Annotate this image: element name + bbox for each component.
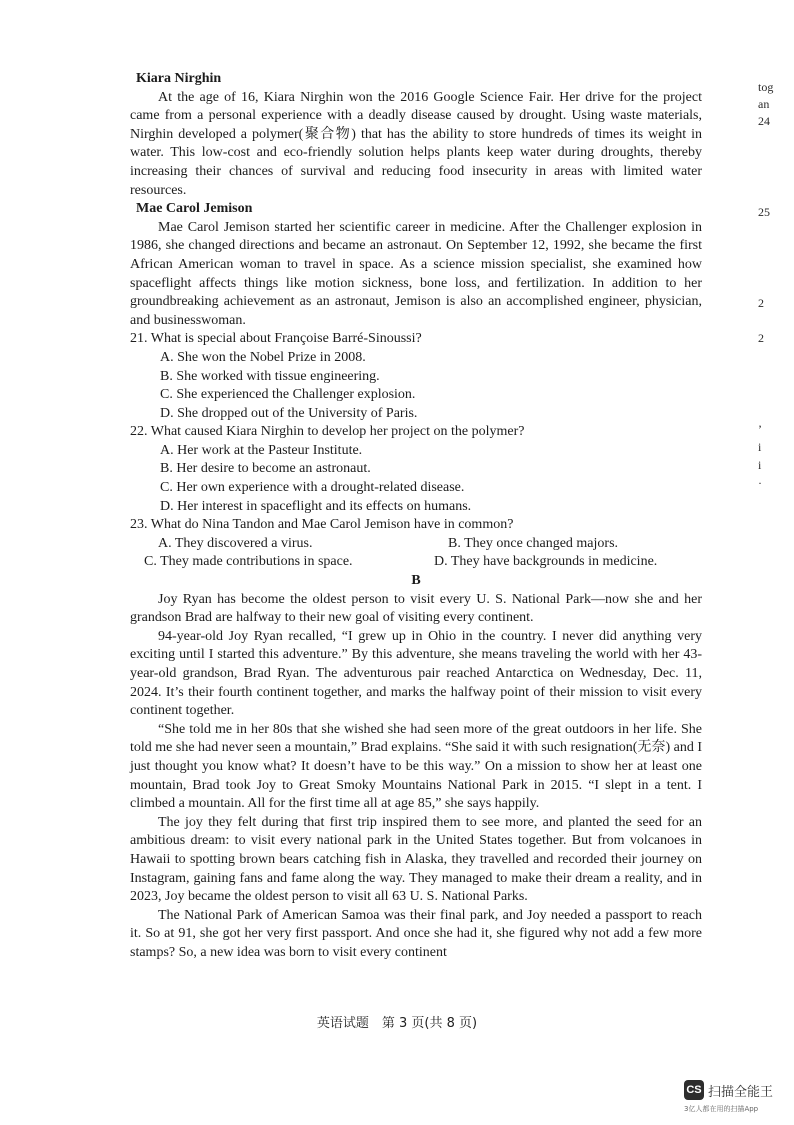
- margin-bleed-text: i: [758, 440, 762, 454]
- section-b-label: B: [411, 573, 421, 589]
- question-21: [130, 330, 702, 423]
- option-b: B. Her desire to become an astronaut.: [160, 461, 371, 477]
- option-a: A. She won the Nobel Prize in 2008.: [160, 349, 366, 365]
- option-c: C. She experienced the Challenger explosion.: [160, 387, 416, 403]
- camscanner-logo-icon: CS: [684, 1080, 704, 1100]
- options-row-1: [130, 535, 702, 554]
- passage-b-paragraph: The joy they felt during that first trip inspired them to see more, and planted the seed for an ambitious dream: to visit every national park in the United States together. But from volcanoes in Hawaii to spotting brown bears catching fish in Alaska, they travelled and recorded their journey on Instagram, gaining fans and fame along the way. They managed to make their dream a reality, and in 2023, Joy became the oldest person to visit all 63 U. S. National Parks.: [130, 814, 702, 905]
- option-a: A. They discovered a virus.: [158, 535, 313, 551]
- camscanner-tagline: 3亿人都在用的扫描App: [684, 1105, 759, 1113]
- margin-bleed-text: ·: [758, 476, 762, 490]
- main-text-column: [130, 70, 702, 963]
- question-stem: 21. What is special about Françoise Barré-Sinoussi?: [130, 331, 422, 347]
- margin-bleed-text: tog: [758, 80, 774, 94]
- kiara-paragraph: At the age of 16, Kiara Nirghin won the 2016 Google Science Fair. Her drive for the project came from a personal experience with a deadly disease caused by drought. Using waste materials, Nirghin developed a polymer(聚合物) that has the ability to store hundreds of times its weight in water. This low-cost and eco-friendly solution helps plants keep water during droughts, thereby increasing their chances of survival and reducing food insecurity in areas with limited water resources.: [130, 89, 702, 198]
- margin-bleed-text: 2: [758, 296, 764, 310]
- option-a: A. Her work at the Pasteur Institute.: [160, 442, 363, 458]
- mae-heading: Mae Carol Jemison: [136, 201, 253, 217]
- kiara-heading: Kiara Nirghin: [136, 71, 222, 86]
- camscanner-watermark: [684, 1080, 773, 1100]
- question-22: [130, 423, 702, 516]
- margin-bleed-text: 2: [758, 331, 764, 345]
- question-23: [130, 516, 702, 572]
- option-c: C. They made contributions in space.: [144, 554, 353, 570]
- page-footer: 英语试题 第 3 页(共 8 页): [316, 1016, 478, 1031]
- mae-paragraph: Mae Carol Jemison started her scientific career in medicine. After the Challenger explosion in 1986, she changed directions and became an astronaut. On September 12, 1992, she became the first African American woman to travel in space. As a science mission specialist, she examined how spaceflight affects things like motion sickness, bone loss, and fertilization. In addition to her groundbreaking achievement as an astronaut, Jemison is also an accomplished engineer, physician, and businesswoman.: [130, 219, 702, 328]
- margin-bleed-text: an: [758, 97, 770, 111]
- passage-b-paragraph: 94-year-old Joy Ryan recalled, “I grew up in Ohio in the country. I never did anything very exciting until I started this adventure.” By this adventure, she means traveling the world with her 43-year-old grandson, Brad Ryan. The adventurous pair reached Antarctica on Wednesday, Dec. 11, 2024. It’s their fourth continent together, and marks the halfway point of their mission to visit every continent together.: [130, 628, 702, 719]
- margin-bleed-text: 24: [758, 114, 770, 128]
- option-d: D. Her interest in spaceflight and its effects on humans.: [160, 498, 472, 514]
- question-stem: 23. What do Nina Tandon and Mae Carol Jemison have in common?: [130, 517, 514, 533]
- passage-b-paragraph: The National Park of American Samoa was their final park, and Joy needed a passport to reach it. So at 91, she got her very first passport. And once she had it, she figured why not add a few more stamps? So, a new idea was born to visit every continent: [130, 907, 702, 960]
- option-c: C. Her own experience with a drought-related disease.: [160, 480, 465, 496]
- camscanner-name: 扫描全能王: [708, 1084, 774, 1100]
- margin-bleed-text: i: [758, 458, 762, 472]
- option-b: B. They once changed majors.: [448, 535, 619, 551]
- option-b: B. She worked with tissue engineering.: [160, 368, 380, 384]
- option-d: D. They have backgrounds in medicine.: [434, 554, 658, 570]
- passage-b-paragraph: “She told me in her 80s that she wished she had seen more of the great outdoors in her life. She told me she had never seen a mountain,” Brad explains. “She said it with such resignation(无奈) and I just thought you know what? It doesn’t have to be this way.” On a mission to show her at least one mountain, Brad took Joy to Great Smoky Mountains National Park in 2015. “I slept in a tent. I climbed a mountain. All for the first time all at age 85,” she says happily.: [130, 721, 702, 812]
- options-row-2: [130, 553, 702, 572]
- option-d: D. She dropped out of the University of Paris.: [160, 405, 418, 421]
- margin-bleed-text: ’: [758, 422, 762, 436]
- margin-bleed-text: 25: [758, 205, 770, 219]
- question-stem: 22. What caused Kiara Nirghin to develop her project on the polymer?: [130, 424, 525, 440]
- passage-b-paragraph: Joy Ryan has become the oldest person to visit every U. S. National Park—now she and her grandson Brad are halfway to their new goal of visiting every continent.: [130, 591, 702, 626]
